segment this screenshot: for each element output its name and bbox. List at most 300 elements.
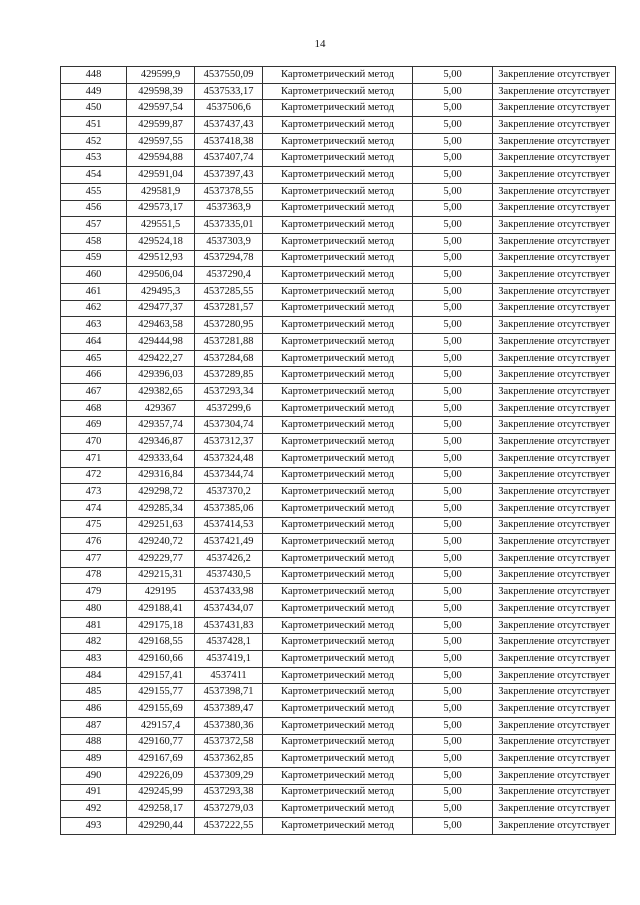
method-cell: Картометрический метод xyxy=(263,534,413,551)
x-coordinate-cell: 429333,64 xyxy=(127,450,195,467)
precision-cell: 5,00 xyxy=(413,450,493,467)
x-coordinate-cell: 429175,18 xyxy=(127,617,195,634)
method-cell: Картометрический метод xyxy=(263,334,413,351)
fixing-cell: Закрепление отсутствует xyxy=(493,150,616,167)
y-coordinate-cell: 4537309,29 xyxy=(195,767,263,784)
method-cell: Картометрический метод xyxy=(263,667,413,684)
precision-cell: 5,00 xyxy=(413,751,493,768)
y-coordinate-cell: 4537397,43 xyxy=(195,167,263,184)
method-cell: Картометрический метод xyxy=(263,701,413,718)
point-number-cell: 481 xyxy=(61,617,127,634)
y-coordinate-cell: 4537285,55 xyxy=(195,283,263,300)
table-row xyxy=(61,767,616,784)
method-cell: Картометрический метод xyxy=(263,150,413,167)
x-coordinate-cell: 429251,63 xyxy=(127,517,195,534)
table-row xyxy=(61,651,616,668)
x-coordinate-cell: 429298,72 xyxy=(127,484,195,501)
fixing-cell: Закрепление отсутствует xyxy=(493,417,616,434)
y-coordinate-cell: 4537279,03 xyxy=(195,801,263,818)
fixing-cell: Закрепление отсутствует xyxy=(493,467,616,484)
x-coordinate-cell: 429245,99 xyxy=(127,784,195,801)
point-number-cell: 469 xyxy=(61,417,127,434)
point-number-cell: 459 xyxy=(61,250,127,267)
fixing-cell: Закрепление отсутствует xyxy=(493,117,616,134)
y-coordinate-cell: 4537344,74 xyxy=(195,467,263,484)
y-coordinate-cell: 4537362,85 xyxy=(195,751,263,768)
method-cell: Картометрический метод xyxy=(263,817,413,834)
table-row xyxy=(61,634,616,651)
x-coordinate-cell: 429591,04 xyxy=(127,167,195,184)
table-row xyxy=(61,384,616,401)
y-coordinate-cell: 4537299,6 xyxy=(195,400,263,417)
precision-cell: 5,00 xyxy=(413,183,493,200)
x-coordinate-cell: 429396,03 xyxy=(127,367,195,384)
point-number-cell: 488 xyxy=(61,734,127,751)
point-number-cell: 482 xyxy=(61,634,127,651)
precision-cell: 5,00 xyxy=(413,767,493,784)
method-cell: Картометрический метод xyxy=(263,83,413,100)
x-coordinate-cell: 429195 xyxy=(127,584,195,601)
y-coordinate-cell: 4537533,17 xyxy=(195,83,263,100)
y-coordinate-cell: 4537426,2 xyxy=(195,550,263,567)
x-coordinate-cell: 429316,84 xyxy=(127,467,195,484)
fixing-cell: Закрепление отсутствует xyxy=(493,567,616,584)
y-coordinate-cell: 4537304,74 xyxy=(195,417,263,434)
method-cell: Картометрический метод xyxy=(263,117,413,134)
x-coordinate-cell: 429160,77 xyxy=(127,734,195,751)
fixing-cell: Закрепление отсутствует xyxy=(493,283,616,300)
method-cell: Картометрический метод xyxy=(263,417,413,434)
method-cell: Картометрический метод xyxy=(263,283,413,300)
x-coordinate-cell: 429229,77 xyxy=(127,550,195,567)
method-cell: Картометрический метод xyxy=(263,167,413,184)
fixing-cell: Закрепление отсутствует xyxy=(493,100,616,117)
precision-cell: 5,00 xyxy=(413,250,493,267)
table-row xyxy=(61,567,616,584)
precision-cell: 5,00 xyxy=(413,517,493,534)
fixing-cell: Закрепление отсутствует xyxy=(493,550,616,567)
x-coordinate-cell: 429155,77 xyxy=(127,684,195,701)
fixing-cell: Закрепление отсутствует xyxy=(493,751,616,768)
precision-cell: 5,00 xyxy=(413,467,493,484)
table-row xyxy=(61,784,616,801)
table-row xyxy=(61,367,616,384)
table-row xyxy=(61,267,616,284)
point-number-cell: 460 xyxy=(61,267,127,284)
table-row xyxy=(61,434,616,451)
precision-cell: 5,00 xyxy=(413,801,493,818)
method-cell: Картометрический метод xyxy=(263,617,413,634)
table-row xyxy=(61,400,616,417)
method-cell: Картометрический метод xyxy=(263,434,413,451)
x-coordinate-cell: 429573,17 xyxy=(127,200,195,217)
precision-cell: 5,00 xyxy=(413,534,493,551)
y-coordinate-cell: 4537428,1 xyxy=(195,634,263,651)
y-coordinate-cell: 4537398,71 xyxy=(195,684,263,701)
precision-cell: 5,00 xyxy=(413,384,493,401)
method-cell: Картометрический метод xyxy=(263,217,413,234)
table-row xyxy=(61,667,616,684)
precision-cell: 5,00 xyxy=(413,300,493,317)
fixing-cell: Закрепление отсутствует xyxy=(493,167,616,184)
table-row xyxy=(61,717,616,734)
y-coordinate-cell: 4537370,2 xyxy=(195,484,263,501)
method-cell: Картометрический метод xyxy=(263,584,413,601)
precision-cell: 5,00 xyxy=(413,67,493,84)
precision-cell: 5,00 xyxy=(413,100,493,117)
precision-cell: 5,00 xyxy=(413,367,493,384)
table-row xyxy=(61,350,616,367)
precision-cell: 5,00 xyxy=(413,617,493,634)
point-number-cell: 453 xyxy=(61,150,127,167)
x-coordinate-cell: 429160,66 xyxy=(127,651,195,668)
fixing-cell: Закрепление отсутствует xyxy=(493,651,616,668)
x-coordinate-cell: 429598,39 xyxy=(127,83,195,100)
table-row xyxy=(61,250,616,267)
precision-cell: 5,00 xyxy=(413,217,493,234)
x-coordinate-cell: 429599,9 xyxy=(127,67,195,84)
y-coordinate-cell: 4537294,78 xyxy=(195,250,263,267)
y-coordinate-cell: 4537389,47 xyxy=(195,701,263,718)
point-number-cell: 489 xyxy=(61,751,127,768)
x-coordinate-cell: 429506,04 xyxy=(127,267,195,284)
table-row xyxy=(61,183,616,200)
table-row xyxy=(61,517,616,534)
precision-cell: 5,00 xyxy=(413,784,493,801)
precision-cell: 5,00 xyxy=(413,317,493,334)
point-number-cell: 451 xyxy=(61,117,127,134)
fixing-cell: Закрепление отсутствует xyxy=(493,534,616,551)
fixing-cell: Закрепление отсутствует xyxy=(493,734,616,751)
point-number-cell: 464 xyxy=(61,334,127,351)
table-row xyxy=(61,484,616,501)
point-number-cell: 477 xyxy=(61,550,127,567)
fixing-cell: Закрепление отсутствует xyxy=(493,500,616,517)
method-cell: Картометрический метод xyxy=(263,550,413,567)
precision-cell: 5,00 xyxy=(413,200,493,217)
point-number-cell: 472 xyxy=(61,467,127,484)
method-cell: Картометрический метод xyxy=(263,734,413,751)
point-number-cell: 449 xyxy=(61,83,127,100)
precision-cell: 5,00 xyxy=(413,334,493,351)
table-row xyxy=(61,601,616,618)
table-row xyxy=(61,701,616,718)
x-coordinate-cell: 429157,4 xyxy=(127,717,195,734)
x-coordinate-cell: 429597,54 xyxy=(127,100,195,117)
y-coordinate-cell: 4537281,88 xyxy=(195,334,263,351)
method-cell: Картометрический метод xyxy=(263,450,413,467)
method-cell: Картометрический метод xyxy=(263,300,413,317)
y-coordinate-cell: 4537335,01 xyxy=(195,217,263,234)
fixing-cell: Закрепление отсутствует xyxy=(493,634,616,651)
method-cell: Картометрический метод xyxy=(263,350,413,367)
method-cell: Картометрический метод xyxy=(263,384,413,401)
x-coordinate-cell: 429215,31 xyxy=(127,567,195,584)
table-row xyxy=(61,417,616,434)
method-cell: Картометрический метод xyxy=(263,67,413,84)
fixing-cell: Закрепление отсутствует xyxy=(493,183,616,200)
precision-cell: 5,00 xyxy=(413,117,493,134)
table-row xyxy=(61,500,616,517)
table-row xyxy=(61,67,616,84)
point-number-cell: 458 xyxy=(61,233,127,250)
method-cell: Картометрический метод xyxy=(263,467,413,484)
precision-cell: 5,00 xyxy=(413,667,493,684)
fixing-cell: Закрепление отсутствует xyxy=(493,133,616,150)
y-coordinate-cell: 4537293,38 xyxy=(195,784,263,801)
precision-cell: 5,00 xyxy=(413,500,493,517)
fixing-cell: Закрепление отсутствует xyxy=(493,484,616,501)
point-number-cell: 480 xyxy=(61,601,127,618)
precision-cell: 5,00 xyxy=(413,651,493,668)
fixing-cell: Закрепление отсутствует xyxy=(493,617,616,634)
fixing-cell: Закрепление отсутствует xyxy=(493,384,616,401)
fixing-cell: Закрепление отсутствует xyxy=(493,784,616,801)
table-row xyxy=(61,817,616,834)
point-number-cell: 457 xyxy=(61,217,127,234)
point-number-cell: 467 xyxy=(61,384,127,401)
table-row xyxy=(61,317,616,334)
y-coordinate-cell: 4537414,53 xyxy=(195,517,263,534)
method-cell: Картометрический метод xyxy=(263,751,413,768)
table-row xyxy=(61,450,616,467)
y-coordinate-cell: 4537437,43 xyxy=(195,117,263,134)
point-number-cell: 478 xyxy=(61,567,127,584)
precision-cell: 5,00 xyxy=(413,584,493,601)
y-coordinate-cell: 4537418,38 xyxy=(195,133,263,150)
table-row xyxy=(61,217,616,234)
point-number-cell: 492 xyxy=(61,801,127,818)
y-coordinate-cell: 4537419,1 xyxy=(195,651,263,668)
table-row xyxy=(61,550,616,567)
fixing-cell: Закрепление отсутствует xyxy=(493,817,616,834)
point-number-cell: 474 xyxy=(61,500,127,517)
precision-cell: 5,00 xyxy=(413,817,493,834)
x-coordinate-cell: 429444,98 xyxy=(127,334,195,351)
precision-cell: 5,00 xyxy=(413,267,493,284)
precision-cell: 5,00 xyxy=(413,634,493,651)
y-coordinate-cell: 4537280,95 xyxy=(195,317,263,334)
method-cell: Картометрический метод xyxy=(263,367,413,384)
fixing-cell: Закрепление отсутствует xyxy=(493,334,616,351)
point-number-cell: 483 xyxy=(61,651,127,668)
method-cell: Картометрический метод xyxy=(263,267,413,284)
y-coordinate-cell: 4537430,5 xyxy=(195,567,263,584)
point-number-cell: 491 xyxy=(61,784,127,801)
table-row xyxy=(61,100,616,117)
y-coordinate-cell: 4537407,74 xyxy=(195,150,263,167)
table-row xyxy=(61,684,616,701)
precision-cell: 5,00 xyxy=(413,434,493,451)
point-number-cell: 454 xyxy=(61,167,127,184)
table-row xyxy=(61,584,616,601)
precision-cell: 5,00 xyxy=(413,233,493,250)
point-number-cell: 456 xyxy=(61,200,127,217)
x-coordinate-cell: 429581,9 xyxy=(127,183,195,200)
precision-cell: 5,00 xyxy=(413,133,493,150)
fixing-cell: Закрепление отсутствует xyxy=(493,83,616,100)
x-coordinate-cell: 429346,87 xyxy=(127,434,195,451)
method-cell: Картометрический метод xyxy=(263,801,413,818)
fixing-cell: Закрепление отсутствует xyxy=(493,684,616,701)
table-row xyxy=(61,133,616,150)
precision-cell: 5,00 xyxy=(413,283,493,300)
method-cell: Картометрический метод xyxy=(263,784,413,801)
x-coordinate-cell: 429551,5 xyxy=(127,217,195,234)
fixing-cell: Закрепление отсутствует xyxy=(493,267,616,284)
table-row xyxy=(61,200,616,217)
y-coordinate-cell: 4537284,68 xyxy=(195,350,263,367)
page-number: 14 xyxy=(314,38,326,50)
method-cell: Картометрический метод xyxy=(263,317,413,334)
y-coordinate-cell: 4537431,83 xyxy=(195,617,263,634)
fixing-cell: Закрепление отсутствует xyxy=(493,67,616,84)
table-row xyxy=(61,283,616,300)
method-cell: Картометрический метод xyxy=(263,183,413,200)
x-coordinate-cell: 429477,37 xyxy=(127,300,195,317)
fixing-cell: Закрепление отсутствует xyxy=(493,767,616,784)
fixing-cell: Закрепление отсутствует xyxy=(493,701,616,718)
fixing-cell: Закрепление отсутствует xyxy=(493,434,616,451)
y-coordinate-cell: 4537293,34 xyxy=(195,384,263,401)
precision-cell: 5,00 xyxy=(413,550,493,567)
x-coordinate-cell: 429422,27 xyxy=(127,350,195,367)
y-coordinate-cell: 4537380,36 xyxy=(195,717,263,734)
point-number-cell: 450 xyxy=(61,100,127,117)
x-coordinate-cell: 429524,18 xyxy=(127,233,195,250)
fixing-cell: Закрепление отсутствует xyxy=(493,601,616,618)
x-coordinate-cell: 429594,88 xyxy=(127,150,195,167)
method-cell: Картометрический метод xyxy=(263,634,413,651)
point-number-cell: 485 xyxy=(61,684,127,701)
point-number-cell: 462 xyxy=(61,300,127,317)
point-number-cell: 490 xyxy=(61,767,127,784)
x-coordinate-cell: 429463,58 xyxy=(127,317,195,334)
fixing-cell: Закрепление отсутствует xyxy=(493,400,616,417)
table-row xyxy=(61,117,616,134)
table-row xyxy=(61,734,616,751)
precision-cell: 5,00 xyxy=(413,150,493,167)
table-body xyxy=(61,67,616,835)
x-coordinate-cell: 429157,41 xyxy=(127,667,195,684)
method-cell: Картометрический метод xyxy=(263,400,413,417)
x-coordinate-cell: 429285,34 xyxy=(127,500,195,517)
method-cell: Картометрический метод xyxy=(263,684,413,701)
table-row xyxy=(61,534,616,551)
point-number-cell: 476 xyxy=(61,534,127,551)
method-cell: Картометрический метод xyxy=(263,200,413,217)
point-number-cell: 468 xyxy=(61,400,127,417)
method-cell: Картометрический метод xyxy=(263,500,413,517)
fixing-cell: Закрепление отсутствует xyxy=(493,517,616,534)
x-coordinate-cell: 429495,3 xyxy=(127,283,195,300)
y-coordinate-cell: 4537290,4 xyxy=(195,267,263,284)
method-cell: Картометрический метод xyxy=(263,484,413,501)
fixing-cell: Закрепление отсутствует xyxy=(493,584,616,601)
y-coordinate-cell: 4537372,58 xyxy=(195,734,263,751)
point-number-cell: 448 xyxy=(61,67,127,84)
method-cell: Картометрический метод xyxy=(263,601,413,618)
y-coordinate-cell: 4537385,06 xyxy=(195,500,263,517)
precision-cell: 5,00 xyxy=(413,734,493,751)
y-coordinate-cell: 4537303,9 xyxy=(195,233,263,250)
table-row xyxy=(61,467,616,484)
x-coordinate-cell: 429155,69 xyxy=(127,701,195,718)
precision-cell: 5,00 xyxy=(413,717,493,734)
x-coordinate-cell: 429382,65 xyxy=(127,384,195,401)
fixing-cell: Закрепление отсутствует xyxy=(493,367,616,384)
point-number-cell: 465 xyxy=(61,350,127,367)
x-coordinate-cell: 429226,09 xyxy=(127,767,195,784)
point-number-cell: 486 xyxy=(61,701,127,718)
y-coordinate-cell: 4537550,09 xyxy=(195,67,263,84)
fixing-cell: Закрепление отсутствует xyxy=(493,801,616,818)
table-row xyxy=(61,300,616,317)
point-number-cell: 452 xyxy=(61,133,127,150)
table-row xyxy=(61,334,616,351)
y-coordinate-cell: 4537378,55 xyxy=(195,183,263,200)
precision-cell: 5,00 xyxy=(413,484,493,501)
point-number-cell: 470 xyxy=(61,434,127,451)
fixing-cell: Закрепление отсутствует xyxy=(493,217,616,234)
table-row xyxy=(61,617,616,634)
point-number-cell: 473 xyxy=(61,484,127,501)
y-coordinate-cell: 4537281,57 xyxy=(195,300,263,317)
x-coordinate-cell: 429240,72 xyxy=(127,534,195,551)
x-coordinate-cell: 429367 xyxy=(127,400,195,417)
precision-cell: 5,00 xyxy=(413,684,493,701)
table-row xyxy=(61,233,616,250)
fixing-cell: Закрепление отсутствует xyxy=(493,667,616,684)
point-number-cell: 466 xyxy=(61,367,127,384)
method-cell: Картометрический метод xyxy=(263,567,413,584)
point-number-cell: 471 xyxy=(61,450,127,467)
fixing-cell: Закрепление отсутствует xyxy=(493,717,616,734)
fixing-cell: Закрепление отсутствует xyxy=(493,233,616,250)
x-coordinate-cell: 429290,44 xyxy=(127,817,195,834)
y-coordinate-cell: 4537421,49 xyxy=(195,534,263,551)
method-cell: Картометрический метод xyxy=(263,767,413,784)
y-coordinate-cell: 4537312,37 xyxy=(195,434,263,451)
table-row xyxy=(61,150,616,167)
x-coordinate-cell: 429599,87 xyxy=(127,117,195,134)
y-coordinate-cell: 4537434,07 xyxy=(195,601,263,618)
coordinates-table xyxy=(60,66,616,835)
y-coordinate-cell: 4537411 xyxy=(195,667,263,684)
method-cell: Картометрический метод xyxy=(263,717,413,734)
y-coordinate-cell: 4537222,55 xyxy=(195,817,263,834)
table-row xyxy=(61,751,616,768)
x-coordinate-cell: 429167,69 xyxy=(127,751,195,768)
x-coordinate-cell: 429188,41 xyxy=(127,601,195,618)
method-cell: Картометрический метод xyxy=(263,100,413,117)
fixing-cell: Закрепление отсутствует xyxy=(493,317,616,334)
y-coordinate-cell: 4537433,98 xyxy=(195,584,263,601)
point-number-cell: 487 xyxy=(61,717,127,734)
point-number-cell: 461 xyxy=(61,283,127,300)
table-row xyxy=(61,167,616,184)
point-number-cell: 479 xyxy=(61,584,127,601)
precision-cell: 5,00 xyxy=(413,601,493,618)
precision-cell: 5,00 xyxy=(413,417,493,434)
precision-cell: 5,00 xyxy=(413,167,493,184)
y-coordinate-cell: 4537324,48 xyxy=(195,450,263,467)
table-row xyxy=(61,83,616,100)
precision-cell: 5,00 xyxy=(413,567,493,584)
point-number-cell: 475 xyxy=(61,517,127,534)
x-coordinate-cell: 429258,17 xyxy=(127,801,195,818)
precision-cell: 5,00 xyxy=(413,350,493,367)
